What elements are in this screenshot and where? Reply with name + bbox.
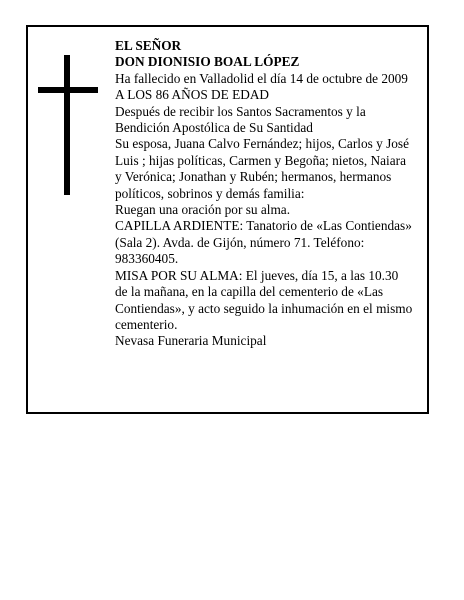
- notice-line: CAPILLA ARDIENTE: Tanatorio de «Las Contiendas»: [115, 218, 412, 234]
- deceased-name: DON DIONISIO BOAL LÓPEZ: [115, 54, 300, 70]
- notice-line: Su esposa, Juana Calvo Fernández; hijos, Carlos y José: [115, 136, 409, 152]
- notice-line: de la mañana, en la capilla del cementerio de «Las: [115, 284, 384, 300]
- notice-line: Ha fallecido en Valladolid el día 14 de octubre de 2009: [115, 70, 408, 86]
- notice-line: Bendición Apostólica de Su Santidad: [115, 120, 313, 136]
- notice-line: Nevasa Funeraria Municipal: [115, 333, 267, 349]
- cross-icon: [38, 55, 98, 195]
- notice-line: Ruegan una oración por su alma.: [115, 202, 291, 218]
- notice-line: (Sala 2). Avda. de Gijón, número 71. Teléfono:: [115, 234, 365, 250]
- notice-line: MISA POR SU ALMA: El jueves, día 15, a las 10.30: [115, 267, 399, 283]
- notice-line: A LOS 86 AÑOS DE EDAD: [115, 87, 270, 103]
- notice-line: Luis ; hijas políticas, Carmen y Begoña; nietos, Naiara: [115, 152, 406, 168]
- notice-line: políticos, sobrinos y demás familia:: [115, 185, 305, 201]
- notice-line: 983360405.: [115, 251, 179, 267]
- notice-line: Después de recibir los Santos Sacramentos y la: [115, 103, 366, 119]
- cross-vertical-bar: [64, 55, 70, 195]
- cross-horizontal-bar: [38, 87, 98, 93]
- notice-title: EL SEÑOR: [115, 38, 182, 53]
- notice-body: [115, 38, 425, 350]
- notice-line: y Verónica; Jonathan y Rubén; hermanos, hermanos: [115, 169, 392, 185]
- notice-line: cementerio.: [115, 316, 178, 332]
- notice-line: Contiendas», y acto seguido la inhumación en el mismo: [115, 300, 413, 316]
